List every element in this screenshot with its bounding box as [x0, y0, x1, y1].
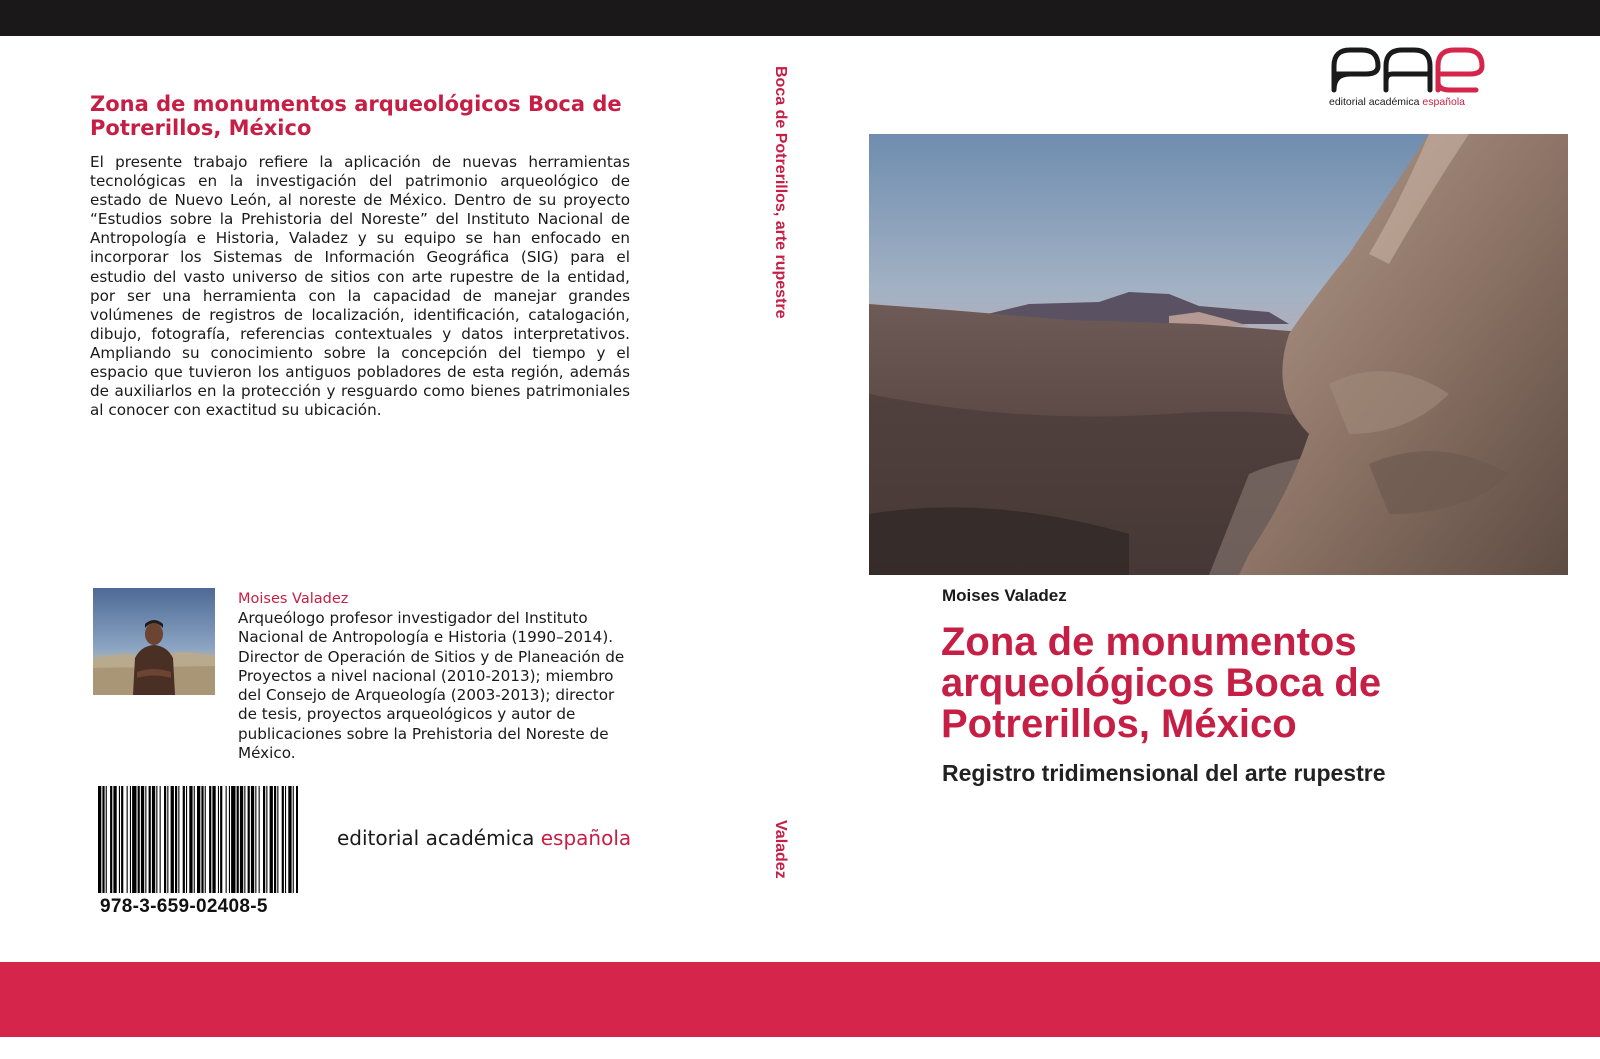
barcode-bar	[171, 786, 174, 893]
barcode-bar	[113, 786, 116, 893]
top-band	[0, 0, 1600, 36]
barcode-bar	[160, 786, 161, 893]
barcode-bar	[98, 786, 101, 893]
isbn-barcode	[98, 786, 298, 893]
barcode-bar	[251, 786, 254, 893]
barcode-bar	[167, 786, 168, 893]
barcode-bar	[274, 786, 276, 893]
front-cover-author-name: Moises Valadez	[942, 586, 1067, 605]
barcode-bar	[145, 786, 146, 893]
bottom-band	[0, 962, 1600, 1037]
barcode-bar	[183, 786, 185, 893]
barcode-bar	[231, 786, 235, 893]
barcode-bar	[205, 786, 206, 893]
logo-caption-accent: española	[1422, 96, 1466, 108]
barcode-bar	[218, 786, 219, 893]
barcode-bar	[127, 786, 128, 893]
barcode-bar	[152, 786, 155, 893]
isbn-number: 978-3-659-02408-5	[100, 896, 268, 917]
barcode-bar	[259, 786, 260, 893]
front-cover-title: Zona de monumentos arqueológicos Boca de Potrerillos, México	[941, 620, 1382, 746]
barcode-bar	[282, 786, 284, 893]
front-cover-subtitle: Registro tridimensional del arte rupestre	[942, 760, 1386, 786]
barcode-bar	[248, 786, 250, 893]
barcode-bar	[270, 786, 273, 893]
author-photo	[93, 588, 215, 695]
back-cover-publisher	[337, 826, 631, 850]
back-cover-author-name: Moises Valadez	[238, 591, 349, 607]
barcode-bar	[229, 786, 230, 893]
barcode-bar	[164, 786, 166, 893]
barcode-bar	[149, 786, 151, 893]
barcode-bar	[102, 786, 104, 893]
logo-caption-name: editorial académica	[1329, 96, 1420, 108]
barcode-bar	[263, 786, 265, 893]
barcode-bar	[288, 786, 291, 893]
barcode-bar	[186, 786, 187, 893]
barcode-bar	[110, 786, 112, 893]
barcode-bar	[296, 786, 298, 893]
barcode-bar	[106, 786, 107, 893]
barcode-bar	[132, 786, 136, 893]
barcode-bar	[197, 786, 200, 893]
logo-caption	[1329, 96, 1465, 108]
barcode-bar	[209, 786, 211, 893]
barcode-bar	[138, 786, 140, 893]
barcode-bar	[237, 786, 239, 893]
barcode-bar	[244, 786, 245, 893]
spine-title: Boca de Potrerillos, arte rupestre	[772, 66, 789, 319]
author-bio: Arqueólogo profesor investigador del Instituto Nacional de Antropología e Historia (1990–2014). Director de Operación de Sitios y de Planeación de Proyectos a nivel nacional (2010-2013); miembro del Consejo de Arqueología (2003-2013); director de tesis, proyectos arqueológicos y autor de publicaciones sobre la Prehistoria del Noreste de México.	[238, 609, 625, 763]
publisher-name: editorial académica	[337, 826, 535, 850]
barcode-bar	[285, 786, 286, 893]
spine-author: Valadez	[772, 820, 789, 879]
barcode-bar	[201, 786, 203, 893]
barcode-bar	[255, 786, 256, 893]
barcode-bar	[240, 786, 243, 893]
barcode-bar	[220, 786, 222, 893]
barcode-bar	[130, 786, 131, 893]
barcode-bar	[156, 786, 157, 893]
barcode-bar	[119, 786, 120, 893]
cover-landscape-photo	[869, 134, 1568, 575]
back-cover-blurb: El presente trabajo refiere la aplicación de nuevas herramientas tecnológicas en la investigación del patrimonio arqueológico de estado de Nuevo León, al noreste de México. Dentro de su proyecto “Estudios sobre la Prehistoria del Noreste” del Instituto Nacional de Antropología e Historia, Valadez y su equipo se han enfocado en incorporar los Sistemas de Información Geográfica (SIG) para el estudio del vasto universo de sitios con arte rupestre de la entidad, por ser una herramienta con la capacidad de manejar grandes volúmenes de registros de localización, identificación, catalogación, dibujo, fotografía, referencias contextuales y datos interpretativos. Ampliando su conocimiento sobre la concepción del tiempo y el espacio que tuvieron los antiguos pobladores de esta región, además de auxiliarlos en la protección y resguardo como bienes patrimoniales al conocer con exactitud su ubicación.	[90, 153, 630, 420]
publisher-name-accent: española	[540, 826, 632, 850]
barcode-bar	[178, 786, 179, 893]
barcode-bar	[226, 786, 227, 893]
barcode-bar	[194, 786, 195, 893]
barcode-bar	[212, 786, 215, 893]
barcode-bar	[121, 786, 123, 893]
barcode-bar	[293, 786, 294, 893]
barcode-bar	[141, 786, 144, 893]
barcode-bar	[189, 786, 192, 893]
barcode-bar	[266, 786, 267, 893]
barcode-bar	[175, 786, 177, 893]
barcode-bar	[277, 786, 278, 893]
back-cover-title: Zona de monumentos arqueológicos Boca de Potrerillos, México	[90, 92, 622, 140]
